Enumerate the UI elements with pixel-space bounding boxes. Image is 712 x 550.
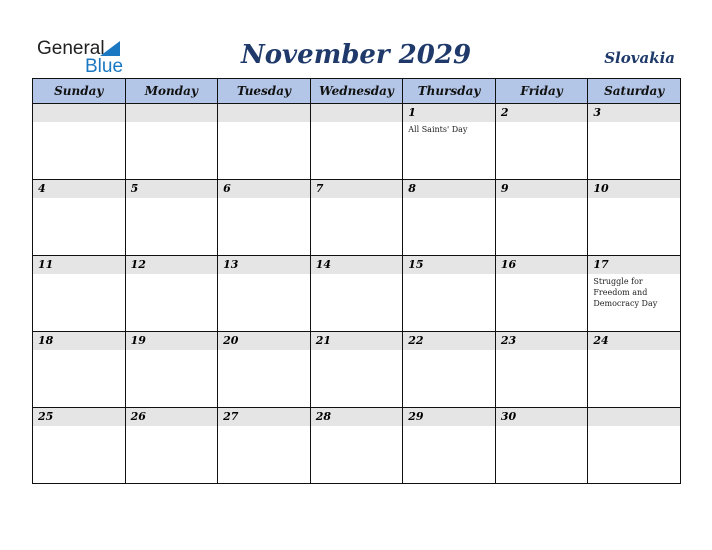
weekday-saturday: Saturday (588, 79, 681, 104)
holiday-label: All Saints' Day (408, 125, 468, 134)
day-cell (218, 256, 311, 332)
day-number: 26 (126, 408, 218, 426)
day-number: 6 (218, 180, 310, 198)
day-number: 13 (218, 256, 310, 274)
day-cell (403, 408, 496, 484)
day-number: 7 (311, 180, 403, 198)
day-cell (403, 180, 496, 256)
day-cell (495, 332, 588, 408)
day-cell (218, 104, 311, 180)
week-row (33, 332, 681, 408)
day-number: 4 (33, 180, 125, 198)
day-cell (588, 408, 681, 484)
day-cell (218, 332, 311, 408)
day-cell (495, 180, 588, 256)
week-row (33, 104, 681, 180)
day-cell (310, 104, 403, 180)
weekday-header (33, 79, 681, 104)
day-cell (588, 256, 681, 332)
day-number: 14 (311, 256, 403, 274)
day-cell (125, 104, 218, 180)
day-number: 22 (403, 332, 495, 350)
day-number: 20 (218, 332, 310, 350)
day-cell (403, 332, 496, 408)
day-cell (310, 408, 403, 484)
day-cell (588, 180, 681, 256)
day-number: 12 (126, 256, 218, 274)
day-number: 8 (403, 180, 495, 198)
day-number: 16 (496, 256, 588, 274)
day-number: 19 (126, 332, 218, 350)
day-cell (33, 180, 126, 256)
day-number: 25 (33, 408, 125, 426)
weekday-thursday: Thursday (403, 79, 496, 104)
weekday-tuesday: Tuesday (218, 79, 311, 104)
day-cell (588, 332, 681, 408)
day-number: 28 (311, 408, 403, 426)
week-row (33, 408, 681, 484)
day-cell (495, 104, 588, 180)
day-cell (33, 104, 126, 180)
day-number: 23 (496, 332, 588, 350)
day-number: 18 (33, 332, 125, 350)
day-cell (403, 256, 496, 332)
day-number: 21 (311, 332, 403, 350)
country-label: Slovakia (604, 49, 675, 67)
day-cell (33, 332, 126, 408)
day-cell (403, 104, 496, 180)
day-number: 5 (126, 180, 218, 198)
day-cell (588, 104, 681, 180)
day-cell (310, 256, 403, 332)
day-number: 29 (403, 408, 495, 426)
day-number (588, 408, 680, 426)
day-cell (125, 408, 218, 484)
day-number (33, 104, 125, 122)
day-cell (310, 332, 403, 408)
day-number: 15 (403, 256, 495, 274)
day-cell (495, 408, 588, 484)
day-number: 30 (496, 408, 588, 426)
calendar-grid (32, 78, 681, 484)
day-number: 24 (588, 332, 680, 350)
day-cell (33, 408, 126, 484)
day-cell (218, 408, 311, 484)
logo-general: General (37, 38, 105, 59)
weekday-sunday: Sunday (33, 79, 126, 104)
day-cell (125, 180, 218, 256)
weekday-friday: Friday (495, 79, 588, 104)
day-number: 11 (33, 256, 125, 274)
page-title: November 2029 (240, 40, 472, 70)
day-number (126, 104, 218, 122)
day-number: 3 (588, 104, 680, 122)
holiday-label: Struggle for Freedom and Democracy Day (593, 277, 658, 308)
day-number: 9 (496, 180, 588, 198)
week-row (33, 256, 681, 332)
day-cell (125, 332, 218, 408)
day-number: 2 (496, 104, 588, 122)
day-cell (33, 256, 126, 332)
weekday-monday: Monday (125, 79, 218, 104)
day-number: 27 (218, 408, 310, 426)
day-cell (125, 256, 218, 332)
day-cell (310, 180, 403, 256)
weekday-wednesday: Wednesday (310, 79, 403, 104)
day-cell (218, 180, 311, 256)
day-number: 1 (403, 104, 495, 122)
day-number (218, 104, 310, 122)
day-number (311, 104, 403, 122)
logo-blue: Blue (85, 56, 124, 77)
day-number: 10 (588, 180, 680, 198)
day-number: 17 (588, 256, 680, 274)
day-cell (495, 256, 588, 332)
week-row (33, 180, 681, 256)
